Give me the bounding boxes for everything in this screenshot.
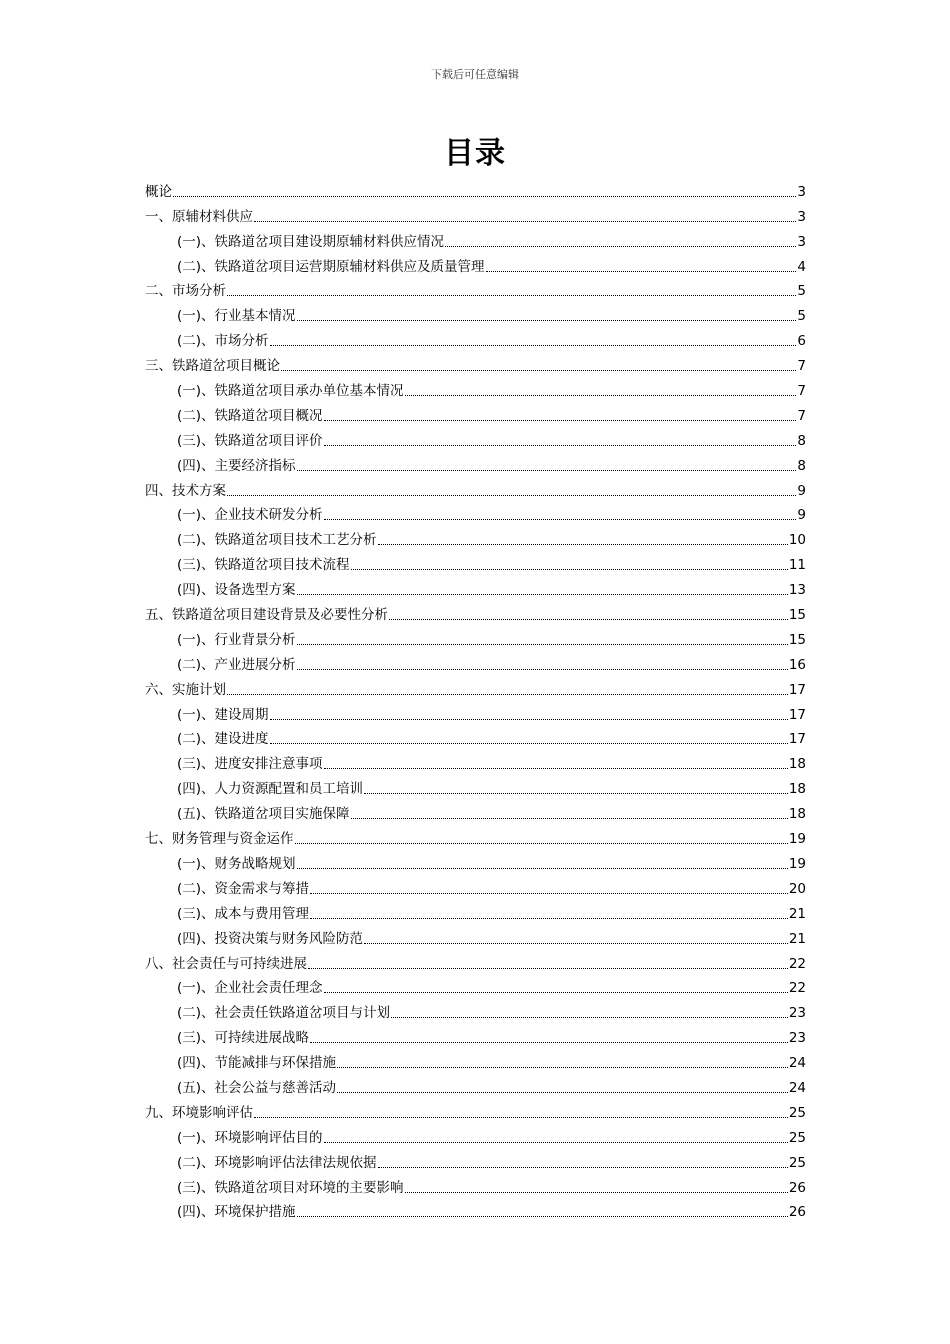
toc-entry[interactable] bbox=[145, 773, 806, 798]
toc-entry[interactable] bbox=[145, 848, 806, 873]
toc-dot-leader bbox=[310, 918, 788, 919]
toc-entry-label: (三)、铁路道岔项目对环境的主要影响 bbox=[177, 1179, 404, 1196]
toc-entry[interactable] bbox=[145, 201, 806, 226]
toc-entry[interactable] bbox=[145, 1072, 806, 1097]
toc-dot-leader bbox=[324, 768, 788, 769]
toc-entry-page: 17 bbox=[788, 731, 806, 748]
toc-entry-page: 25 bbox=[788, 1104, 806, 1121]
toc-dot-leader bbox=[364, 793, 788, 794]
toc-dot-leader bbox=[445, 246, 796, 247]
toc-entry[interactable] bbox=[145, 251, 806, 276]
toc-dot-leader bbox=[405, 1192, 788, 1193]
toc-entry-label: (四)、设备选型方案 bbox=[177, 582, 296, 599]
toc-entry[interactable] bbox=[145, 524, 806, 549]
toc-entry-label: 二、市场分析 bbox=[145, 283, 226, 300]
toc-dot-leader bbox=[324, 1142, 788, 1143]
toc-dot-leader bbox=[227, 694, 788, 695]
toc-dot-leader bbox=[173, 196, 796, 197]
toc-entry-page: 9 bbox=[797, 507, 806, 524]
toc-entry-page: 3 bbox=[797, 233, 806, 250]
toc-dot-leader bbox=[337, 1092, 788, 1093]
toc-entry-page: 16 bbox=[788, 656, 806, 673]
toc-entry[interactable] bbox=[145, 997, 806, 1022]
toc-entry-label: (三)、可持续进展战略 bbox=[177, 1030, 310, 1047]
toc-entry[interactable] bbox=[145, 674, 806, 699]
toc-entry-label: (四)、环境保护措施 bbox=[177, 1204, 296, 1221]
toc-entry-label: (一)、行业基本情况 bbox=[177, 308, 296, 325]
toc-entry-page: 15 bbox=[788, 607, 806, 624]
toc-entry-label: (四)、节能减排与环保措施 bbox=[177, 1055, 337, 1072]
toc-entry-page: 20 bbox=[788, 880, 806, 897]
toc-entry[interactable] bbox=[145, 1147, 806, 1172]
toc-entry[interactable] bbox=[145, 450, 806, 475]
toc-entry-page: 23 bbox=[788, 1005, 806, 1022]
toc-entry-page: 5 bbox=[797, 283, 806, 300]
toc-dot-leader bbox=[310, 1042, 788, 1043]
toc-entry-label: (二)、产业进展分析 bbox=[177, 656, 296, 673]
toc-entry-page: 10 bbox=[788, 532, 806, 549]
toc-dot-leader bbox=[297, 594, 788, 595]
toc-dot-leader bbox=[389, 619, 788, 620]
toc-entry-page: 19 bbox=[788, 855, 806, 872]
toc-entry-label: (二)、市场分析 bbox=[177, 333, 269, 350]
toc-entry-label: 九、环境影响评估 bbox=[145, 1104, 253, 1121]
toc-entry[interactable] bbox=[145, 624, 806, 649]
toc-entry-page: 22 bbox=[788, 980, 806, 997]
toc-entry[interactable] bbox=[145, 948, 806, 973]
toc-entry[interactable] bbox=[145, 176, 806, 201]
toc-dot-leader bbox=[310, 893, 788, 894]
toc-dot-leader bbox=[254, 1117, 788, 1118]
toc-dot-leader bbox=[364, 943, 788, 944]
toc-entry[interactable] bbox=[145, 276, 806, 301]
toc-entry-label: (三)、铁路道岔项目评价 bbox=[177, 432, 323, 449]
toc-entry[interactable] bbox=[145, 599, 806, 624]
toc-entry-label: (四)、人力资源配置和员工培训 bbox=[177, 781, 364, 798]
toc-entry-label: (二)、铁路道岔项目技术工艺分析 bbox=[177, 532, 377, 549]
page-title: 目录 bbox=[444, 136, 506, 171]
toc-dot-leader bbox=[227, 295, 796, 296]
toc-entry[interactable] bbox=[145, 1022, 806, 1047]
toc-entry-label: 六、实施计划 bbox=[145, 681, 226, 698]
toc-entry-label: 一、原辅材料供应 bbox=[145, 208, 253, 225]
toc-dot-leader bbox=[378, 544, 788, 545]
toc-entry-label: (二)、环境影响评估法律法规依据 bbox=[177, 1154, 377, 1171]
toc-entry[interactable] bbox=[145, 325, 806, 350]
toc-entry-page: 24 bbox=[788, 1055, 806, 1072]
toc-dot-leader bbox=[378, 1167, 788, 1168]
toc-dot-leader bbox=[297, 320, 797, 321]
toc-dot-leader bbox=[308, 968, 788, 969]
toc-entry-label: (一)、企业技术研发分析 bbox=[177, 507, 323, 524]
toc-entry-page: 6 bbox=[797, 333, 806, 350]
toc-entry-label: (二)、铁路道岔项目概况 bbox=[177, 407, 323, 424]
toc-entry-page: 26 bbox=[788, 1179, 806, 1196]
toc-entry[interactable] bbox=[145, 1197, 806, 1222]
toc-entry-page: 23 bbox=[788, 1030, 806, 1047]
toc-entry[interactable] bbox=[145, 375, 806, 400]
toc-entry[interactable] bbox=[145, 699, 806, 724]
toc-entry-page: 15 bbox=[788, 631, 806, 648]
toc-entry-label: (四)、投资决策与财务风险防范 bbox=[177, 930, 364, 947]
toc-entry-page: 7 bbox=[797, 358, 806, 375]
toc-entry-label: (三)、成本与费用管理 bbox=[177, 905, 310, 922]
toc-entry-label: (一)、行业背景分析 bbox=[177, 631, 296, 648]
toc-entry[interactable] bbox=[145, 300, 806, 325]
toc-entry-label: 八、社会责任与可持续进展 bbox=[145, 955, 307, 972]
toc-entry[interactable] bbox=[145, 798, 806, 823]
toc-entry-label: (一)、铁路道岔项目承办单位基本情况 bbox=[177, 383, 404, 400]
toc-entry[interactable] bbox=[145, 500, 806, 525]
toc-entry-label: (四)、主要经济指标 bbox=[177, 457, 296, 474]
toc-entry-label: 五、铁路道岔项目建设背景及必要性分析 bbox=[145, 607, 388, 624]
table-of-contents bbox=[145, 176, 806, 1221]
toc-entry[interactable] bbox=[145, 923, 806, 948]
toc-dot-leader bbox=[324, 992, 788, 993]
toc-dot-leader bbox=[297, 644, 788, 645]
toc-dot-leader bbox=[324, 519, 797, 520]
toc-entry-page: 26 bbox=[788, 1204, 806, 1221]
toc-entry[interactable] bbox=[145, 1097, 806, 1122]
toc-dot-leader bbox=[324, 445, 797, 446]
toc-entry[interactable] bbox=[145, 574, 806, 599]
toc-dot-leader bbox=[270, 719, 788, 720]
toc-entry-page: 18 bbox=[788, 756, 806, 773]
toc-dot-leader bbox=[281, 370, 796, 371]
toc-entry-page: 25 bbox=[788, 1154, 806, 1171]
toc-entry[interactable] bbox=[145, 748, 806, 773]
toc-entry-page: 8 bbox=[797, 432, 806, 449]
toc-entry[interactable] bbox=[145, 549, 806, 574]
toc-dot-leader bbox=[227, 495, 796, 496]
toc-entry-page: 22 bbox=[788, 955, 806, 972]
toc-dot-leader bbox=[324, 420, 797, 421]
toc-entry[interactable] bbox=[145, 649, 806, 674]
toc-entry[interactable] bbox=[145, 350, 806, 375]
toc-dot-leader bbox=[391, 1017, 788, 1018]
toc-entry-page: 7 bbox=[797, 383, 806, 400]
toc-entry-page: 21 bbox=[788, 930, 806, 947]
toc-entry-page: 17 bbox=[788, 706, 806, 723]
toc-entry-label: (一)、铁路道岔项目建设期原辅材料供应情况 bbox=[177, 233, 445, 250]
toc-entry-label: (二)、资金需求与筹措 bbox=[177, 880, 310, 897]
toc-entry[interactable] bbox=[145, 425, 806, 450]
toc-entry-page: 13 bbox=[788, 582, 806, 599]
toc-entry-page: 9 bbox=[797, 482, 806, 499]
toc-entry-page: 4 bbox=[797, 258, 806, 275]
toc-entry-page: 7 bbox=[797, 407, 806, 424]
toc-dot-leader bbox=[297, 1216, 788, 1217]
toc-dot-leader bbox=[254, 221, 796, 222]
toc-entry[interactable] bbox=[145, 1122, 806, 1147]
toc-entry-label: (五)、社会公益与慈善活动 bbox=[177, 1079, 337, 1096]
toc-dot-leader bbox=[297, 470, 797, 471]
toc-entry-label: (一)、企业社会责任理念 bbox=[177, 980, 323, 997]
toc-entry[interactable] bbox=[145, 724, 806, 749]
toc-entry[interactable] bbox=[145, 823, 806, 848]
page-header: 下载后可任意编辑 bbox=[431, 68, 519, 81]
toc-entry-label: (三)、进度安排注意事项 bbox=[177, 756, 323, 773]
toc-entry-label: (三)、铁路道岔项目技术流程 bbox=[177, 557, 350, 574]
toc-entry-page: 25 bbox=[788, 1129, 806, 1146]
toc-entry[interactable] bbox=[145, 973, 806, 998]
toc-entry-label: 七、财务管理与资金运作 bbox=[145, 831, 294, 848]
toc-dot-leader bbox=[351, 569, 788, 570]
toc-entry[interactable] bbox=[145, 873, 806, 898]
toc-entry-label: (一)、财务战略规划 bbox=[177, 855, 296, 872]
toc-dot-leader bbox=[297, 868, 788, 869]
toc-entry[interactable] bbox=[145, 226, 806, 251]
toc-entry-label: (一)、环境影响评估目的 bbox=[177, 1129, 323, 1146]
toc-entry-page: 19 bbox=[788, 831, 806, 848]
toc-entry-label: (二)、社会责任铁路道岔项目与计划 bbox=[177, 1005, 391, 1022]
toc-entry-page: 17 bbox=[788, 681, 806, 698]
toc-entry-page: 24 bbox=[788, 1079, 806, 1096]
toc-entry-page: 3 bbox=[797, 208, 806, 225]
toc-entry-label: 四、技术方案 bbox=[145, 482, 226, 499]
toc-entry-page: 5 bbox=[797, 308, 806, 325]
toc-entry[interactable] bbox=[145, 475, 806, 500]
toc-entry-label: (五)、铁路道岔项目实施保障 bbox=[177, 806, 350, 823]
toc-entry[interactable] bbox=[145, 1172, 806, 1197]
toc-dot-leader bbox=[295, 843, 788, 844]
toc-entry-label: (二)、建设进度 bbox=[177, 731, 269, 748]
toc-dot-leader bbox=[351, 818, 788, 819]
toc-dot-leader bbox=[270, 345, 797, 346]
toc-entry-page: 11 bbox=[788, 557, 806, 574]
toc-dot-leader bbox=[297, 669, 788, 670]
toc-entry[interactable] bbox=[145, 1047, 806, 1072]
toc-entry[interactable] bbox=[145, 898, 806, 923]
toc-dot-leader bbox=[405, 395, 797, 396]
toc-dot-leader bbox=[270, 743, 788, 744]
toc-entry-page: 18 bbox=[788, 781, 806, 798]
toc-entry-label: 概论 bbox=[145, 183, 172, 200]
toc-dot-leader bbox=[486, 271, 797, 272]
toc-entry-page: 18 bbox=[788, 806, 806, 823]
toc-entry[interactable] bbox=[145, 400, 806, 425]
toc-entry-label: 三、铁路道岔项目概论 bbox=[145, 358, 280, 375]
toc-entry-page: 3 bbox=[797, 183, 806, 200]
toc-dot-leader bbox=[337, 1067, 788, 1068]
toc-entry-label: (二)、铁路道岔项目运营期原辅材料供应及质量管理 bbox=[177, 258, 485, 275]
toc-entry-page: 8 bbox=[797, 457, 806, 474]
toc-entry-label: (一)、建设周期 bbox=[177, 706, 269, 723]
toc-entry-page: 21 bbox=[788, 905, 806, 922]
